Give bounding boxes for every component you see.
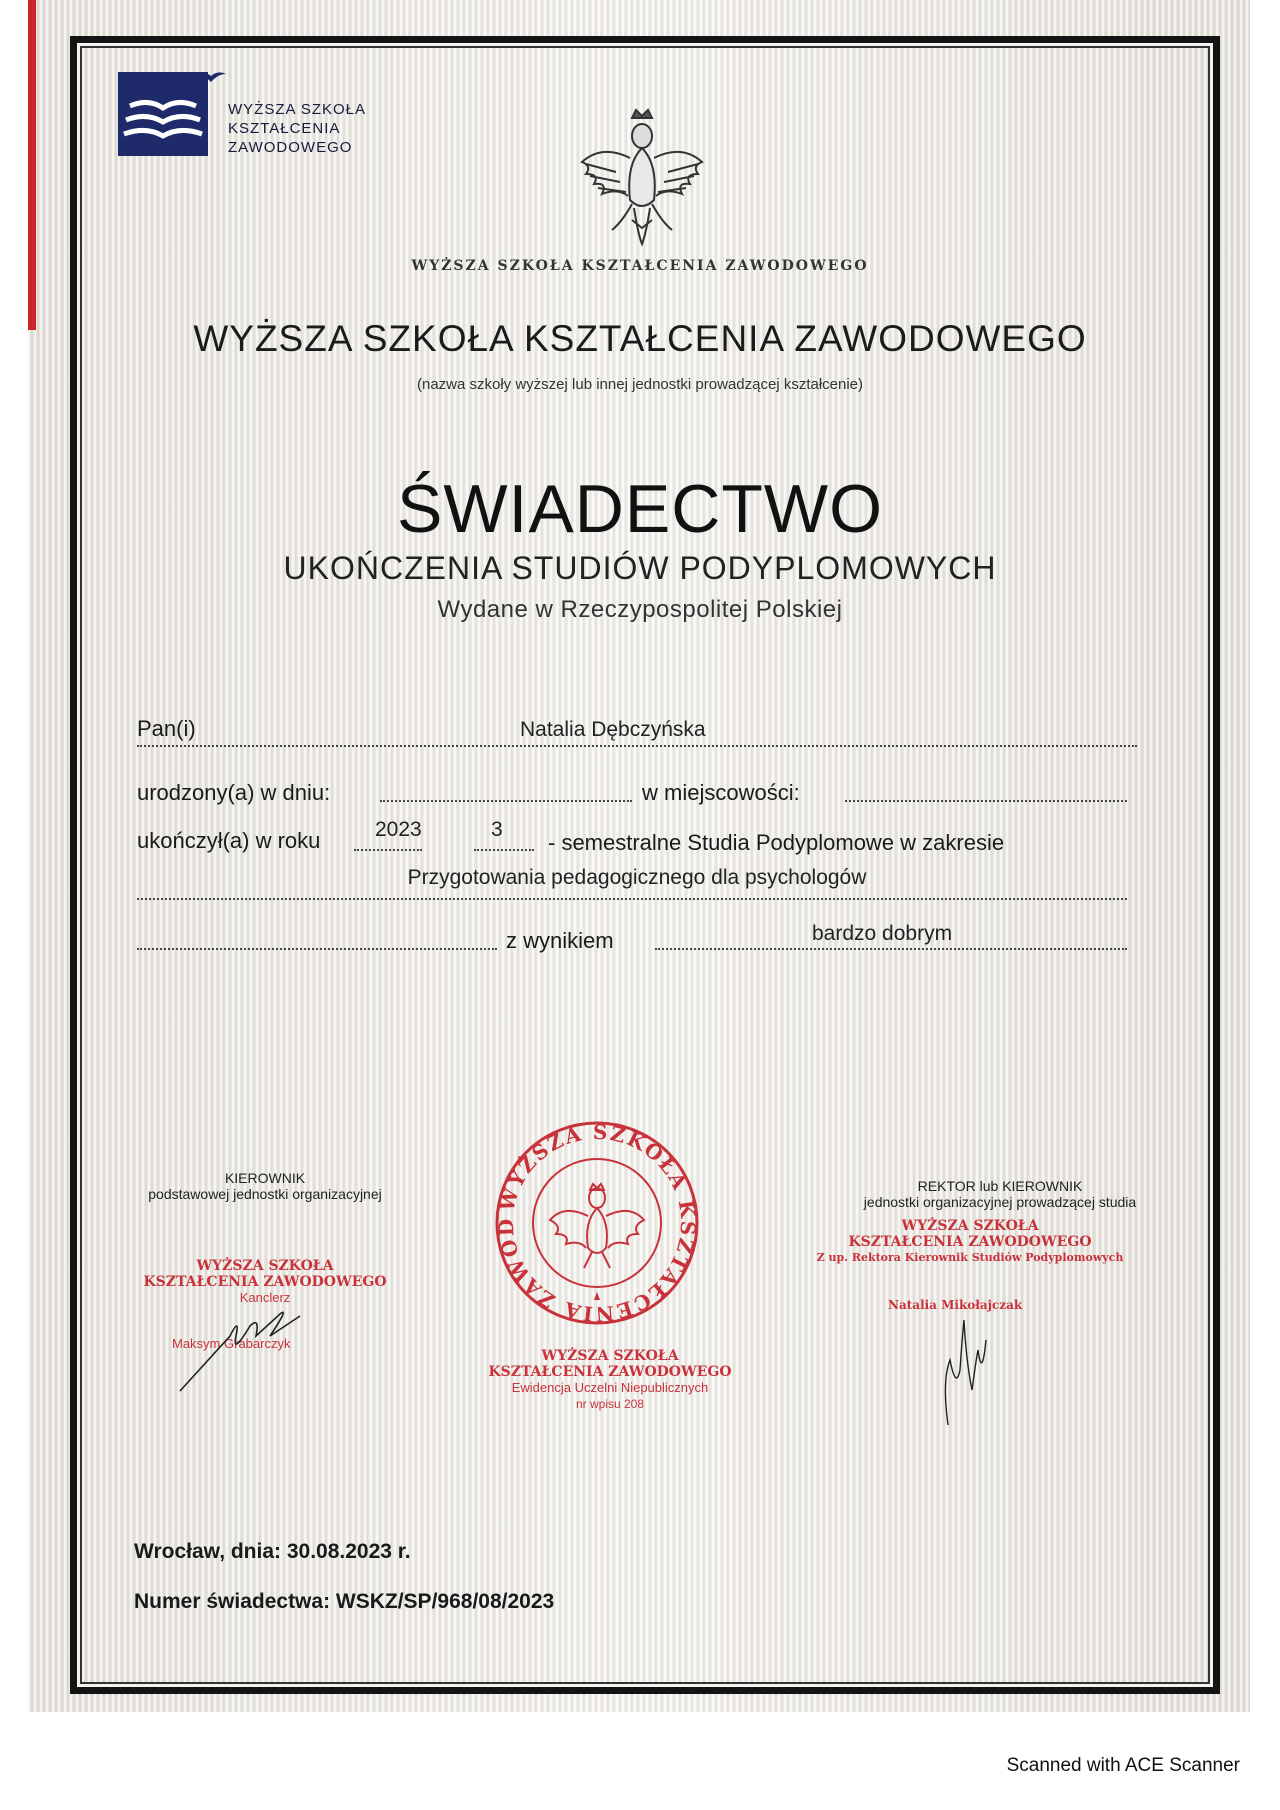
school-name: WYŻSZA SZKOŁA KSZTAŁCENIA ZAWODOWEGO (193, 318, 1087, 359)
result-left-dotted-line (137, 948, 497, 950)
logo-bird-icon (196, 68, 226, 88)
right-handwritten-signature (930, 1300, 1010, 1434)
center-stamp-line-2: KSZTAŁCENIA ZAWODOWEGO (488, 1364, 732, 1380)
completed-label: ukończył(a) w roku (137, 828, 321, 853)
place-and-date: Wrocław, dnia: 30.08.2023 r. (134, 1540, 411, 1563)
name-label: Pan(i) (137, 716, 196, 741)
logo-line-3: ZAWODOWEGO (228, 139, 353, 156)
right-stamp-line-2: KSZTAŁCENIA ZAWODOWEGO (848, 1234, 1092, 1250)
certificate-frame (70, 36, 1220, 1694)
right-signature-subtitle: jednostki organizacyjnej prowadzącej studia (863, 1194, 1137, 1210)
semesters-suffix: - semestralne Studia Podyplomowe w zakresie (548, 830, 1005, 855)
name-dotted-line (137, 745, 1137, 747)
center-stamp (440, 1348, 780, 1412)
center-stamp-line-4: nr wpisu 208 (575, 1397, 645, 1411)
left-signature-title: KIEROWNIK (224, 1170, 306, 1186)
left-signature-subtitle: podstawowej jednostki organizacyjnej (148, 1186, 382, 1202)
result-dotted-line (655, 948, 1127, 950)
center-stamp-line-1: WYŻSZA SZKOŁA (541, 1348, 679, 1364)
scope-value: Przygotowania pedagogicznego dla psychologów (407, 866, 867, 889)
right-signature-titles (810, 1178, 1190, 1210)
right-stamp-line-1: WYŻSZA SZKOŁA (901, 1218, 1039, 1234)
left-signer-name: Maksym Grabarczyk (172, 1336, 291, 1351)
school-logo-icon (118, 72, 208, 156)
certificate-number: Numer świadectwa: WSKZ/SP/968/08/2023 (134, 1590, 555, 1613)
center-stamp-line-3: Ewidencja Uczelni Niepublicznych (511, 1380, 709, 1395)
scanner-watermark: Scanned with ACE Scanner (1006, 1755, 1240, 1776)
left-stamp-line-2: KSZTAŁCENIA ZAWODOWEGO (143, 1274, 387, 1290)
result-label: z wynikiem (506, 928, 614, 953)
right-signature-title: REKTOR lub KIEROWNIK (917, 1178, 1083, 1194)
logo-wordmark (228, 100, 366, 157)
born-dotted-line (380, 800, 632, 802)
right-signer-name: Natalia Mikołajczak (888, 1298, 1023, 1312)
semesters-dotted-line (474, 849, 534, 851)
emblem-caption: WYŻSZA SZKOŁA KSZTAŁCENIA ZAWODOWEGO (411, 258, 869, 274)
seal-ring-text: WYŻSZA SZKOŁA KSZTAŁCENIA ZAWOD (493, 1119, 701, 1327)
school-name-caption: (nazwa szkoły wyższej lub innej jednostki prowadzącej kształcenie) (416, 376, 864, 393)
logo-line-2: KSZTAŁCENIA (228, 120, 341, 137)
left-stamp-line-1: WYŻSZA SZKOŁA (196, 1258, 334, 1274)
left-stamp-role: Kanclerz (239, 1290, 291, 1305)
logo-line-1: WYŻSZA SZKOŁA (228, 101, 367, 118)
right-stamp-line-3: Z up. Rektora Kierownik Studiów Podyplomowych (816, 1251, 1124, 1264)
scope-dotted-line (137, 898, 1127, 900)
place-label: w miejscowości: (642, 780, 800, 805)
red-edge-strip (28, 0, 36, 330)
left-signature-titles (100, 1170, 430, 1202)
issued-in-text: Wydane w Rzeczypospolitej Polskiej (437, 596, 843, 623)
right-stamp (780, 1218, 1160, 1266)
name-value: Natalia Dębczyńska (520, 718, 706, 741)
official-seal-icon (492, 1118, 702, 1328)
year-dotted-line (354, 849, 422, 851)
result-value: bardzo dobrym (812, 922, 953, 945)
certificate-title: ŚWIADECTWO (397, 471, 883, 547)
place-dotted-line (845, 800, 1127, 802)
left-handwritten-signature (170, 1296, 310, 1400)
semesters-value: 3 (491, 818, 503, 841)
certificate-subtitle: UKOŃCZENIA STUDIÓW PODYPLOMOWYCH (283, 550, 997, 586)
eagle-emblem-icon (572, 104, 712, 254)
born-label: urodzony(a) w dniu: (137, 780, 331, 805)
year-value: 2023 (375, 818, 422, 841)
